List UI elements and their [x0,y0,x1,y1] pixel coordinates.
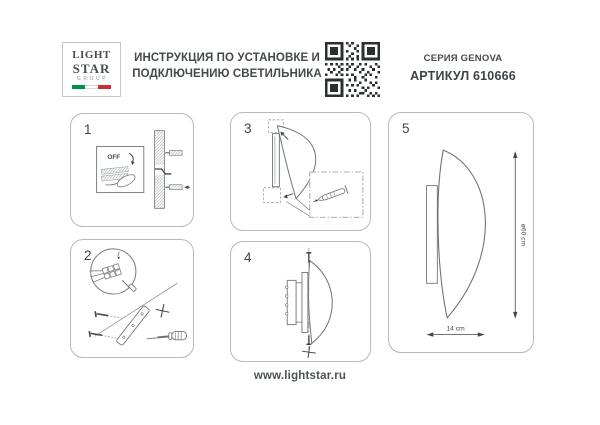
terminal-block-magnifier-icon [88,249,136,294]
switch-off-icon [97,146,144,192]
hand-on-switch-icon [101,167,136,190]
website-url: www.lightstar.ru [253,370,347,382]
page-title-line2: ПОДКЛЮЧЕНИЮ СВЕТИЛЬНИКА [132,68,322,80]
step-panel-4 [230,241,371,362]
qr-code-icon [325,42,380,97]
step-number: 1 [84,122,92,137]
depth-dimension-label: 14 cm [446,325,465,333]
lamp-dimension-drawing [426,150,485,318]
product-info [398,53,528,83]
height-dimension-label: ø60 cm [519,223,527,247]
lamp-side-view-icon [272,126,315,199]
screws-icon [89,311,122,338]
step-panel-1 [70,113,194,227]
callout-line [286,201,310,216]
italian-flag-icon [72,85,111,89]
logo-word-light: LIGHT [72,49,111,62]
logo-word-group: GROUP [76,76,109,83]
bracket-icon [285,280,302,324]
wall-with-wires-icon [155,131,183,209]
series-label: СЕРИЯ GENOVA [423,53,503,64]
step-number: 2 [84,248,92,263]
screwdriver-icon [147,331,187,339]
depth-dimension [426,326,484,337]
step-panel-2 [70,239,194,358]
step-5-illustration [389,113,533,352]
lightstar-logo [62,42,121,97]
step-number: 5 [402,121,410,136]
logo-word-star: STAR [72,61,111,77]
mount-point-bottom [264,188,281,203]
arrow-icon [184,185,190,189]
phillips-cross-icon [154,303,170,319]
page-title-line1: ИНСТРУКЦИЯ ПО УСТАНОВКЕ И [134,52,320,64]
height-dimension [513,151,527,319]
step-panel-5 [388,112,534,353]
step-3-illustration [231,113,370,230]
article-label: АРТИКУЛ 610666 [410,69,516,83]
step-panel-3 [230,112,371,231]
svg-text:OFF: OFF [107,154,121,162]
step-number: 3 [244,121,252,136]
step-number: 4 [244,250,252,265]
page-title [126,50,328,82]
